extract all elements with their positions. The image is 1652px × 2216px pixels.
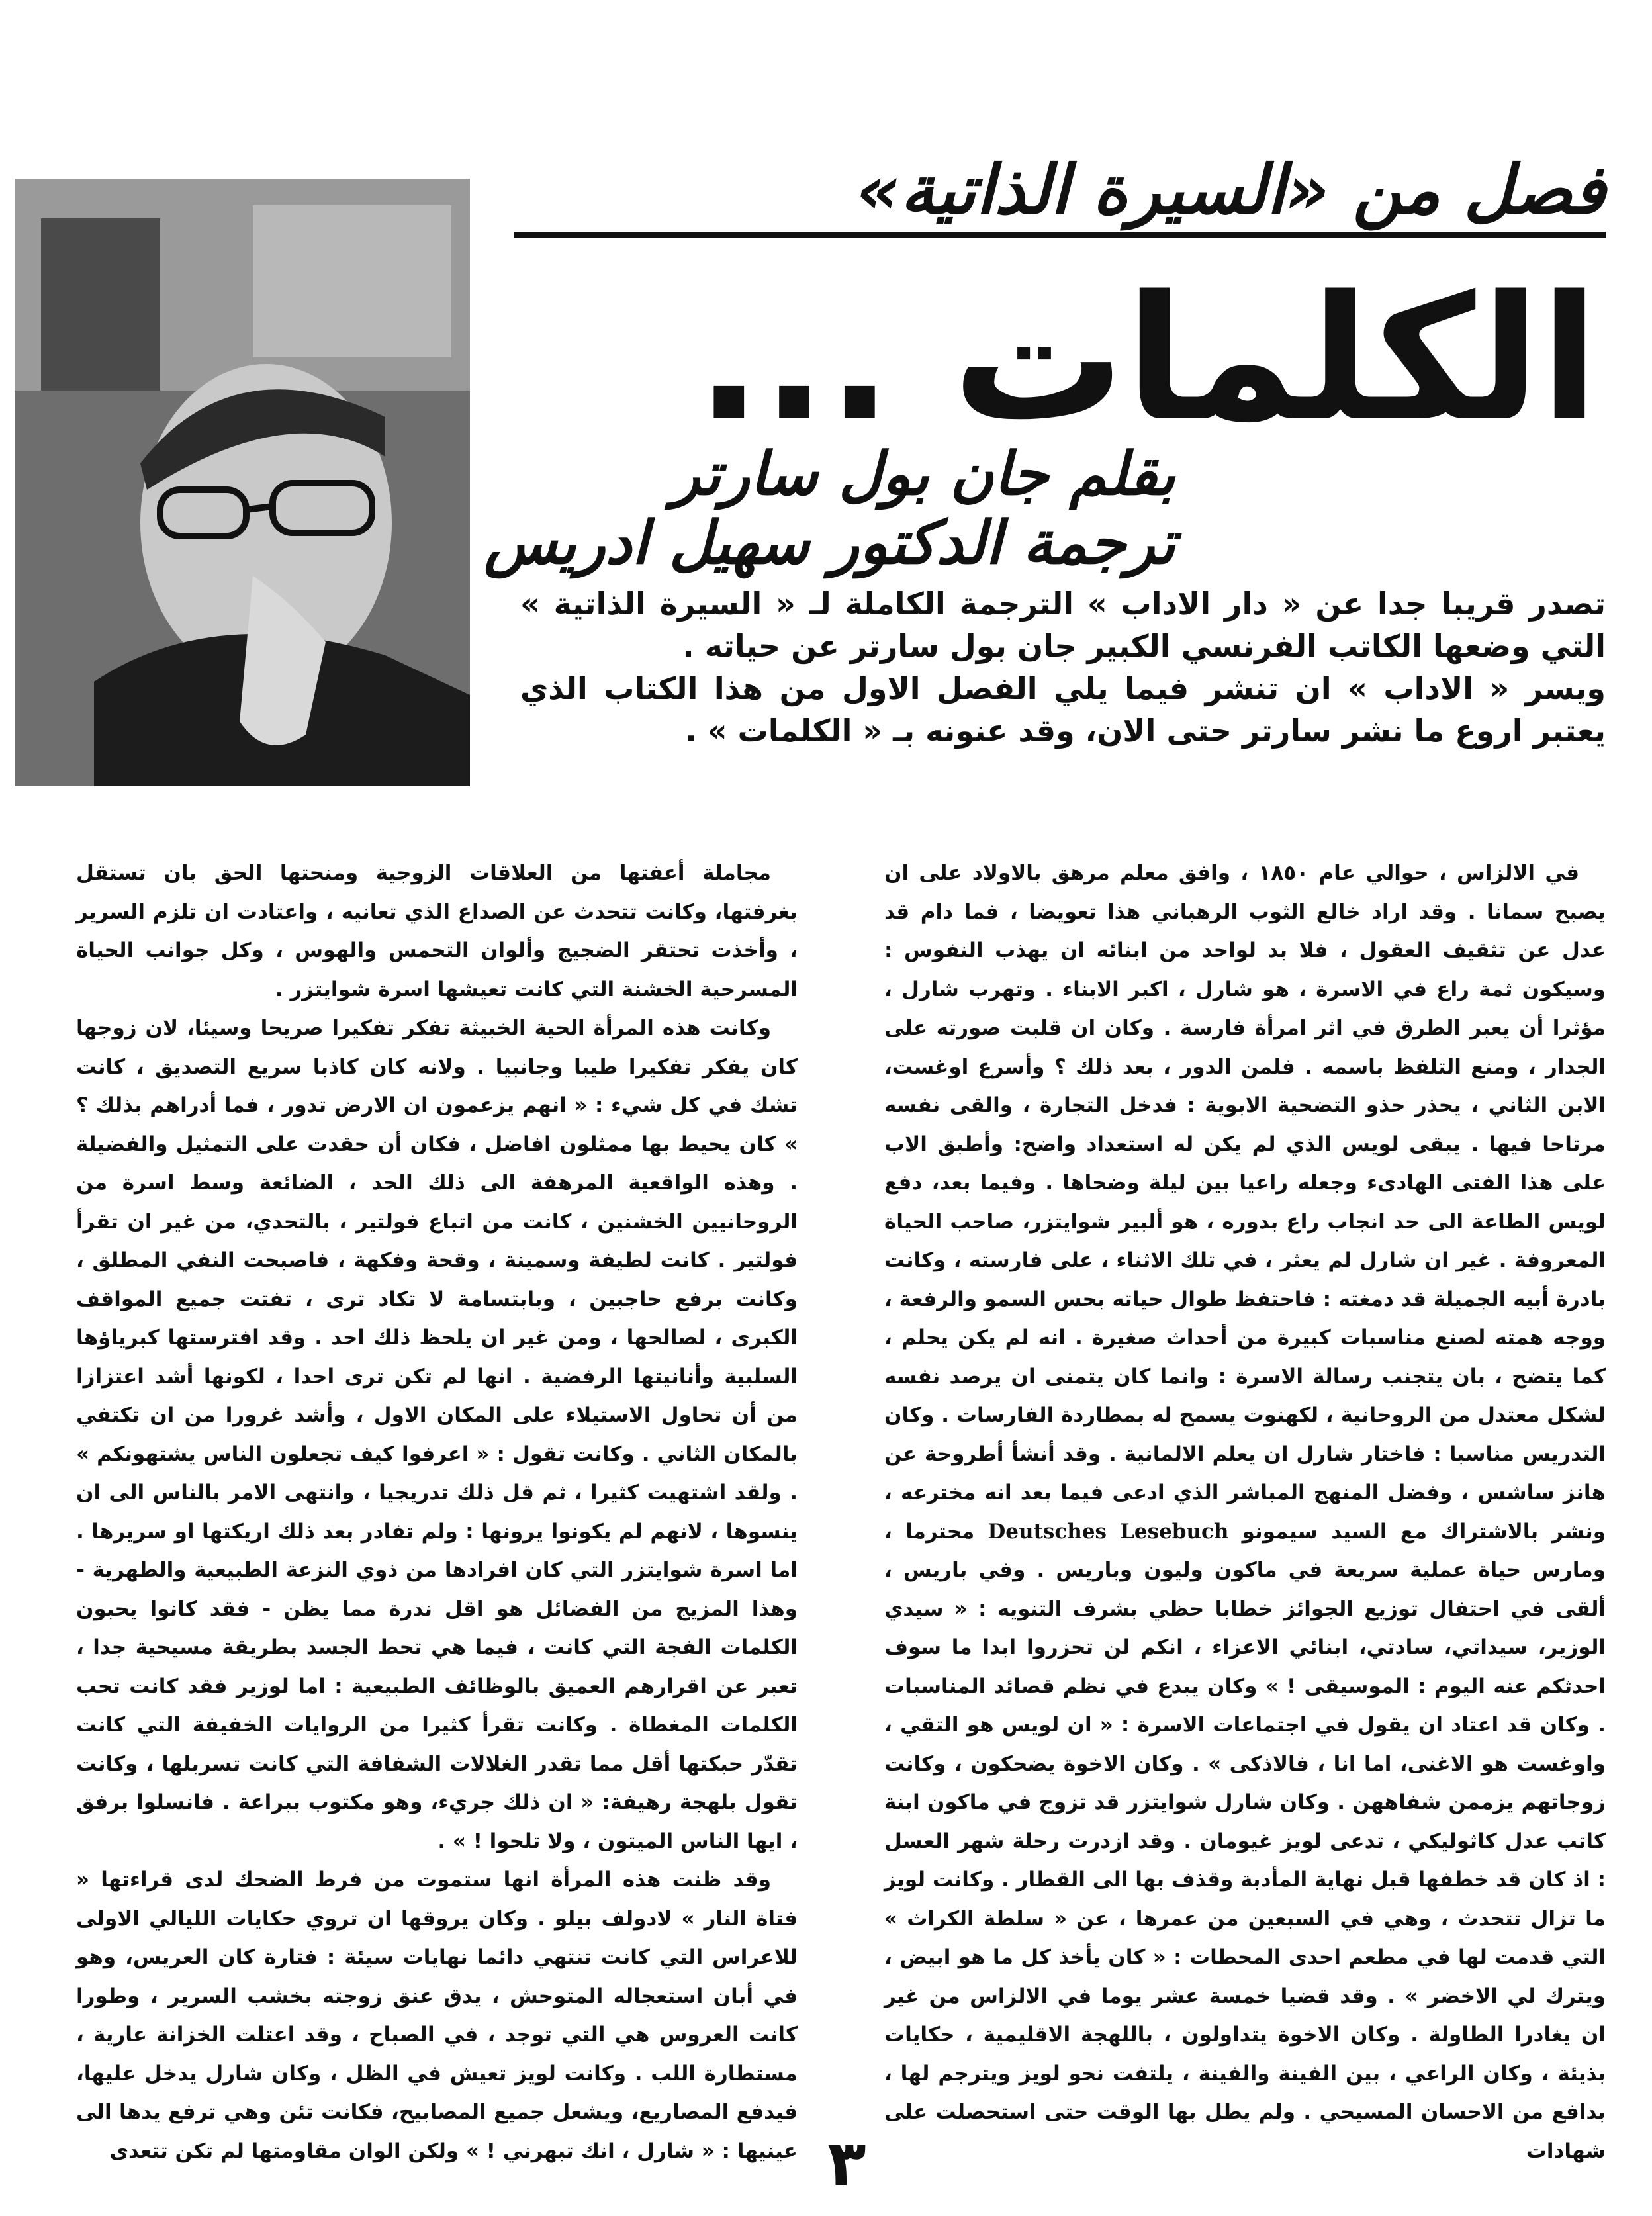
article-title: الكلمات ... bbox=[696, 259, 1599, 459]
book-title: Deutsches Lesebuch bbox=[987, 1519, 1229, 1544]
portrait-image bbox=[15, 179, 470, 786]
body-text: محترما ، ومارس حياة عملية سريعة في ماكون وليون وباريس . وفي باريس ، ألقى في احتفال توزيع الجوائز خطابا حظي بشرف التنويه : « سيدي الوزير، سيداتي، سادتي، ابنائي الاعزاء ، انكم لن تحزروا ابدا ما سوف احدثكم عنه اليوم : الموسيقى ! » وكان يبدع في نظم قصائد المناسبات . وكان قد اعتاد ان يقول في اجتماعات الاسرة : « ان لويس هو التقي ، واوغست هو الاغنى، اما انا ، فالاذكى » . وكان الاخوة يضحكون ، وكانت زوجاتهم يزممن شفاههن . وكان شارل شوايتزر قد تزوج في ماكون ابنة كاتب عدل كاثوليكي ، تدعى لويز غيومان . وقد ازدرت رحلة شهر العسل : اذ كان قد خطفها قبل نهاية المأدبة وقذف بها الى القطار . وكانت لويز ما تزال تتحدث ، وهي في السبعين من عمرها ، عن « سلطة الكراث » التي قدمت لها في مطعم احدى المحطات : « كان يأخذ كل ما هو ابيض ، ويترك لي الاخضر » . وقد قضيا خمسة عشر يوما في الالزاس من غير ان يغادرا الطاولة . وكان الاخوة يتداولون ، باللهجة الاقليمية ، حكايات بذيئة ، وكان الراعي ، بين الفينة والفينة ، يلتفت نحو لويز ويترجم لها ، بدافع من الاحسان المسيحي . ولم يطل بها الوقت حتى استحصلت على شهادات bbox=[884, 1519, 1606, 2163]
section-kicker: فصل من «السيرة الذاتية» bbox=[514, 154, 1606, 238]
intro-paragraph: ويسر « الاداب » ان تنشر فيما يلي الفصل الاول من هذا الكتاب الذي يعتبر اروع ما نشر سارتر حتى الان، وقد عنونه بـ « الكلمات » . bbox=[520, 670, 1606, 749]
author-byline-block bbox=[481, 440, 1175, 577]
body-paragraph: مجاملة أعفتها من العلاقات الزوجية ومنحتها الحق بان تستقل بغرفتها، وكانت تتحدث عن الصداع الذي تعانيه ، واعتادت ان تلزم السرير ، وأخذت تحتقر الضجيج وألوان التحمس والهوس ، وكل جوانب الحياة المسرحية الخشنة التي كانت تعيشها اسرة شوايتزر . bbox=[76, 861, 798, 1001]
body-paragraph: وكانت هذه المرأة الحية الخبيثة تفكر تفكيرا صريحا وسيئا، لان زوجها كان يفكر تفكيرا طيبا وجانبيا . ولانه كان كاذبا سريع التصديق ، كانت تشك في كل شيء : « انهم يزعمون ان الارض تدور ، فما أدراهم بذلك ؟ » كان يحيط بها ممثلون افاضل ، فكان أن حقدت على التمثيل والفضيلة . وهذه الواقعية المرهفة الى ذلك الحد ، الضائعة وسط اسرة من الروحانيين الخشنين ، كانت من اتباع فولتير ، بالتحدي، من غير ان تقرأ فولتير . كانت لطيفة وسمينة ، وقحة وفكهة ، فاصبحت النفي المطلق ، وكانت برفع حاجبين ، وبابتسامة لا تكاد ترى ، تفتت جميع المواقف الكبرى ، لصالحها ، ومن غير ان يلحظ ذلك احد . وقد افترستها كبرياؤها السلبية وأنانيتها الرفضية . انها لم تكن ترى احدا ، لكونها أشد اعتزازا من أن تحاول الاستيلاء على المكان الاول ، وأشد غرورا من ان تكتفي بالمكان الثاني . وكانت تقول : « اعرفوا كيف تجعلون الناس يشتهونكم » . ولقد اشتهيت كثيرا ، ثم قل ذلك تدريجيا ، وانتهى الامر بالناس الى ان ينسوها ، لانهم لم يكونوا يرونها : ولم تفادر بعد ذلك اريكتها او سريرها . اما اسرة شوايتزر التي كان افرادها من ذوي النزعة الطبيعية والطهرية - وهذا المزيج من الفضائل هو اقل ندرة مما يظن - فقد كانوا يحبون الكلمات الفجة التي كانت ، فيما هي تحط الجسد بطريقة مسيحية جدا ، تعبر عن اقرارهم العميق بالوظائف الطبيعية : اما لوزير فقد كانت تحب الكلمات المغطاة . وكانت تقرأ كثيرا من الروايات الخفيفة التي كانت تقدّر حبكتها أقل مما تقدر الغلالات الشفافة التي كانت تسربلها ، وكانت تقول بلهجة رهيفة: « ان ذلك جريء، وهو مكتوب ببراعة . فانسلوا برفق ، ايها الناس الميتون ، ولا تلحوا ! » . bbox=[76, 1016, 798, 1853]
body-text: في الالزاس ، حوالي عام ١٨٥٠ ، وافق معلم مرهق بالاولاد على ان يصبح سمانا . وقد اراد خالع الثوب الرهباني هذا تعويضا ، فما دام قد عدل عن تثقيف العقول ، فلا بد لواحد من ابنائه ان يهذب النفوس : وسيكون ثمة راع في الاسرة ، هو شارل ، اكبر الابناء . وتهرب شارل ، مؤثرا أن يعبر الطرق في اثر امرأة فارسة . وكان ان قلبت صورته على الجدار ، ومنع التلفظ باسمه . فلمن الدور ، بعد ذلك ؟ وأسرع اوغست، الابن الثاني ، يحذر حذو التضحية الابوية : فدخل التجارة ، والقى نفسه مرتاحا فيها . يبقى لويس الذي لم يكن له استعداد واضح: وأطبق الاب على هذا الفتى الهادىء وجعله راعيا بين ليلة وضحاها . وفيما بعد، دفع لويس الطاعة الى حد انجاب راع بدوره ، هو ألبير شوايتزر، صاحب الحياة المعروفة . غير ان شارل لم يعثر ، في تلك الاثناء ، على فارسته ، وكانت بادرة أبيه الجميلة قد دمغته : فاحتفظ طوال حياته بحس السمو والرفعة ، ووجه همته لصنع مناسبات كبيرة من أحداث صغيرة . انه لم يكن يحلم ، كما يتضح ، بان يتجنب رسالة الاسرة : وانما كان يتمنى ان يرصد نفسه لشكل معتدل من الروحانية ، لكهنوت يسمح له بمطاردة الفارسات . وكان التدريس مناسبا : فاختار شارل ان يعلم الالمانية . وقد أنشأ أطروحة عن هانز ساشس ، وفضل المنهج المباشر الذي ادعى فيما بعد انه مخترعه ، ونشر بالاشتراك مع السيد سيمونو bbox=[884, 861, 1606, 1544]
intro-paragraph-block bbox=[520, 582, 1606, 752]
body-paragraph: وقد ظنت هذه المرأة انها ستموت من فرط الضحك لدى قراءتها « فتاة النار » لادولف بيلو . وكان يروقها ان تروي حكايات الليالي الاولى للاعراس التي كانت تنتهي دائما نهايات سيئة : فتارة كان العريس، وهو في أبان استعجاله المتوحش ، يدق عنق زوجته بخشب السرير ، وطورا كانت العروس هي التي توجد ، في الصباح ، وقد اعتلت الخزانة عارية ، مستطارة اللب . وكانت لويز تعيش في الظل ، وكان شارل يدخل عليها، فيدفع المصاريع، ويشعل جميع المصابيح، فكانت تئن وهي ترفع يدها الى عينيها : « شارل ، انك تبهرني ! » ولكن الوان مقاومتها لم تكن تتعدى bbox=[76, 1868, 798, 2163]
author-portrait-photo bbox=[15, 179, 470, 786]
body-column-right bbox=[884, 854, 1606, 2170]
translator-byline: ترجمة الدكتور سهيل ادريس bbox=[484, 508, 1175, 578]
page-number: ٣ bbox=[827, 2126, 866, 2200]
intro-paragraph: تصدر قريبا جدا عن « دار الاداب » الترجمة الكاملة لـ « السيرة الذاتية » التي وضعها الكاتب الفرنسي الكبير جان بول سارتر عن حياته . bbox=[520, 586, 1606, 664]
author-byline: بقلم جان بول سارتر bbox=[671, 439, 1175, 509]
body-paragraph bbox=[884, 854, 1606, 2170]
body-column-left bbox=[76, 854, 798, 2170]
